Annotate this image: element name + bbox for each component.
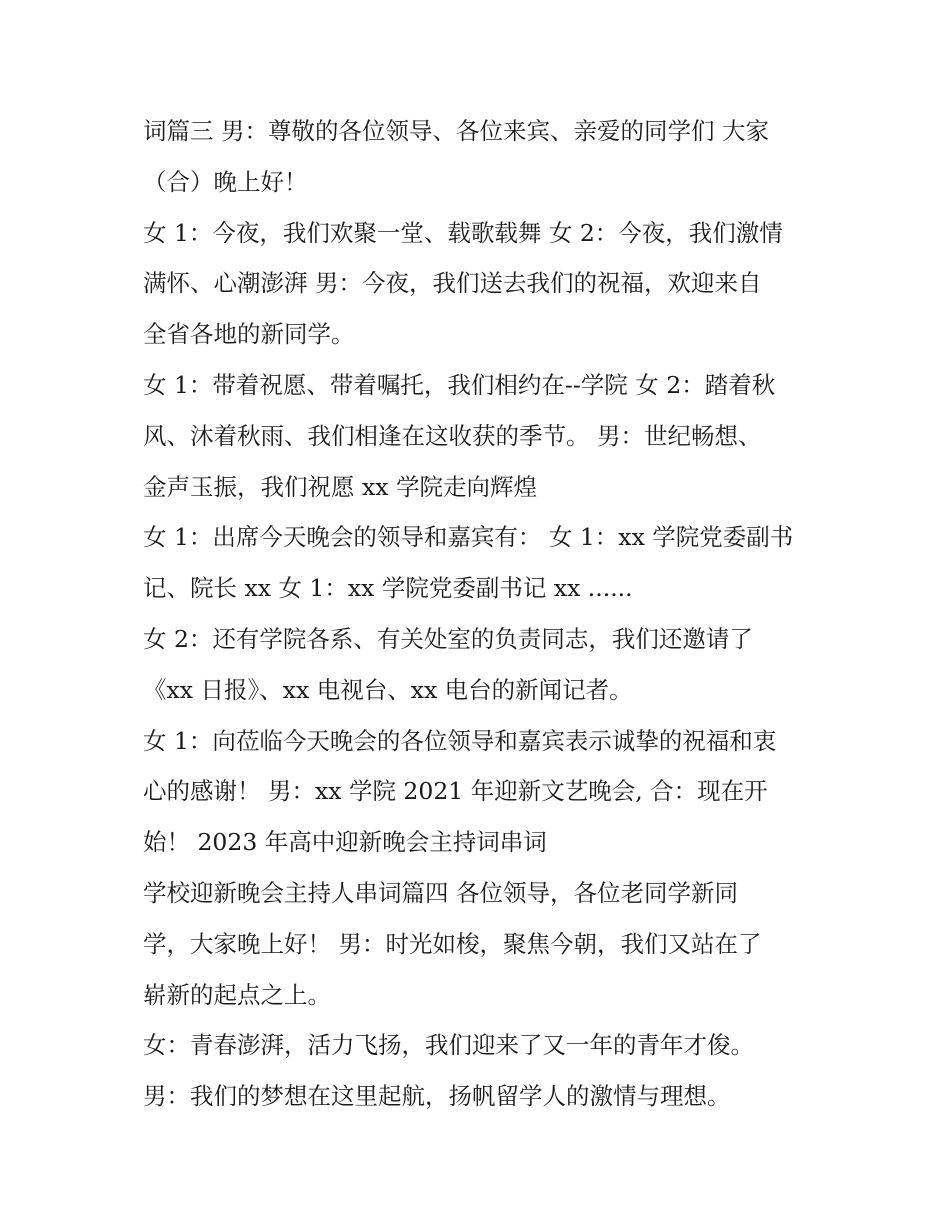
- text-line: （合）晚上好！: [143, 167, 308, 196]
- text-line: 始！ 2023 年高中迎新晚会主持词串词: [143, 828, 547, 857]
- text-line: 女 2：还有学院各系、有关处室的负责同志，我们还邀请了: [143, 624, 753, 653]
- text-line: 女：青春澎湃，活力飞扬，我们迎来了又一年的青年才俊。: [143, 1031, 754, 1060]
- text-line: 女 1：今夜，我们欢聚一堂、载歌载舞 女 2：今夜，我们激情: [143, 218, 783, 247]
- text-line: 满怀、心潮澎湃 男：今夜，我们送去我们的祝福，欢迎来自: [143, 269, 762, 298]
- text-line: 崭新的起点之上。: [143, 980, 331, 1009]
- text-line: 女 1：向莅临今天晚会的各位领导和嘉宾表示诚挚的祝福和衷: [143, 726, 777, 755]
- text-line: 女 1：出席今天晚会的领导和嘉宾有： 女 1：xx 学院党委副书: [143, 523, 794, 552]
- text-line: 记、院长 xx 女 1：xx 学院党委副书记 xx ......: [143, 574, 633, 603]
- text-line: 金声玉振，我们祝愿 xx 学院走向辉煌: [143, 472, 537, 501]
- text-line: 心的感谢！ 男：xx 学院 2021 年迎新文艺晚会, 合：现在开: [143, 777, 768, 806]
- text-line: 风、沐着秋雨、我们相逢在这收获的季节。 男：世纪畅想、: [143, 421, 762, 450]
- text-line: 词篇三 男：尊敬的各位领导、各位来宾、亲爱的同学们 大家: [143, 117, 769, 145]
- text-line: 女 1：带着祝愿、带着嘱托，我们相约在--学院 女 2：踏着秋: [143, 370, 776, 399]
- document-body: [143, 106, 823, 1122]
- text-line: 学，大家晚上好！ 男：时光如梭，聚焦今朝，我们又站在了: [143, 929, 762, 958]
- text-line: 男：我们的梦想在这里起航，扬帆留学人的激情与理想。: [143, 1082, 731, 1111]
- text-line: 学校迎新晚会主持人串词篇四 各位领导，各位老同学新同: [143, 878, 738, 907]
- text-line: 《xx 日报》、xx 电视台、xx 电台的新闻记者。: [143, 675, 633, 704]
- text-line: 全省各地的新同学。: [143, 320, 355, 349]
